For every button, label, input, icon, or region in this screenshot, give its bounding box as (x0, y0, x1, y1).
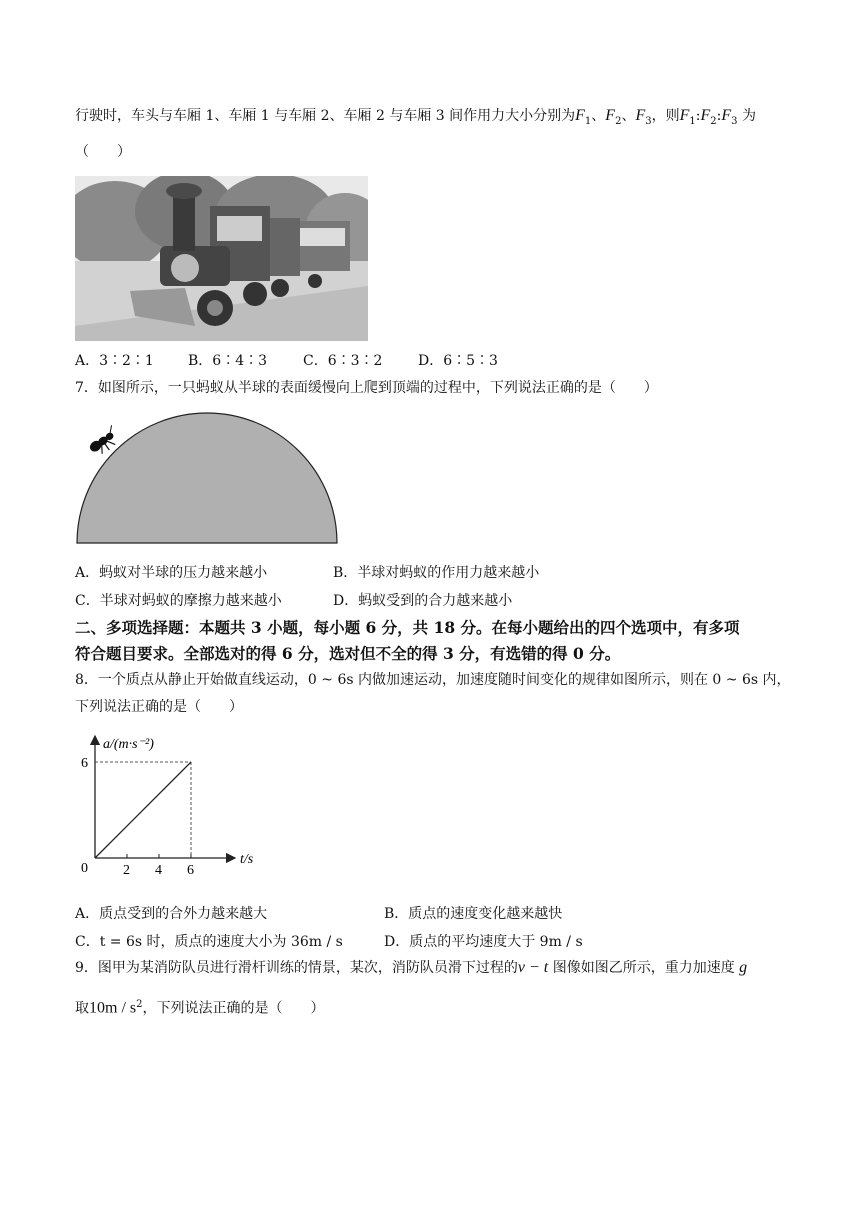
section2-heading-line2: 符合题目要求。全部选对的得 6 分，选对但不全的得 3 分，有选错的得 0 分。 (75, 644, 621, 663)
q6-option-d: D．6∶5∶3 (418, 353, 498, 369)
q6-option-a: A．3∶2∶1 (75, 353, 154, 369)
q6-option-c: C．6∶3∶2 (303, 353, 383, 369)
y-axis-label: a/(m·s⁻²) (103, 737, 154, 752)
x-tick-label: 6 (187, 863, 194, 878)
q6-stem-line: 行驶时，车头与车厢 1、车厢 1 与车厢 2、车厢 2 与车厢 3 间作用力大小分别为$F_1$、$F_2$、$F_3$，则$F_1:F_2:F_3$ 为 (75, 107, 756, 127)
q8-stem-line2: 下列说法正确的是（ ） (75, 699, 243, 715)
q6-stem-text: 行驶时，车头与车厢 1、车厢 1 与车厢 2、车厢 2 与车厢 3 间作用力大小分别为 (75, 108, 576, 124)
q8-option-a: A．质点受到的合外力越来越大 (75, 906, 268, 922)
q6-answer-paren: （ ） (75, 144, 131, 160)
train-figure (75, 176, 368, 341)
q7-option-b: B．半球对蚂蚁的作用力越来越小 (333, 565, 540, 581)
q8-option-b: B．质点的速度变化越来越快 (384, 906, 563, 922)
q8-option-c: C．t = 6s 时，质点的速度大小为 36m / s (75, 934, 343, 950)
q9-stem-line2: 取$10m / s^2$，下列说法正确的是（ ） (75, 999, 325, 1017)
q7-option-c: C．半球对蚂蚁的摩擦力越来越小 (75, 593, 282, 609)
acceleration-time-chart (75, 728, 285, 888)
q7-option-a: A．蚂蚁对半球的压力越来越小 (75, 565, 268, 581)
origin-label: 0 (81, 861, 88, 876)
y-tick-label: 6 (81, 756, 88, 771)
q7-stem: 7．如图所示，一只蚂蚁从半球的表面缓慢向上爬到顶端的过程中，下列说法正确的是（ ） (75, 380, 658, 396)
q8-option-d: D．质点的平均速度大于 9m / s (384, 934, 583, 950)
section2-heading-line1: 二、多项选择题：本题共 3 小题，每小题 6 分，共 18 分。在每小题给出的四个选项中，有多项 (75, 618, 740, 637)
q7-option-d: D．蚂蚁受到的合力越来越小 (333, 593, 513, 609)
x-axis-label: t/s (240, 852, 254, 867)
q6-option-b: B．6∶4∶3 (188, 353, 268, 369)
q9-stem-line1: 9．图甲为某消防队员进行滑杆训练的情景，某次，消防队员滑下过程的v − t 图像如图乙所示，重力加速度 g (75, 959, 748, 976)
x-tick-label: 4 (155, 863, 162, 878)
q8-stem-line1: 8．一个质点从静止开始做直线运动，0 ~ 6s 内做加速运动，加速度随时间变化的规律如图所示，则在 0 ~ 6s 内， (75, 672, 791, 688)
series-line (95, 762, 191, 858)
hemisphere-figure (75, 403, 340, 548)
x-tick-label: 2 (123, 863, 130, 878)
